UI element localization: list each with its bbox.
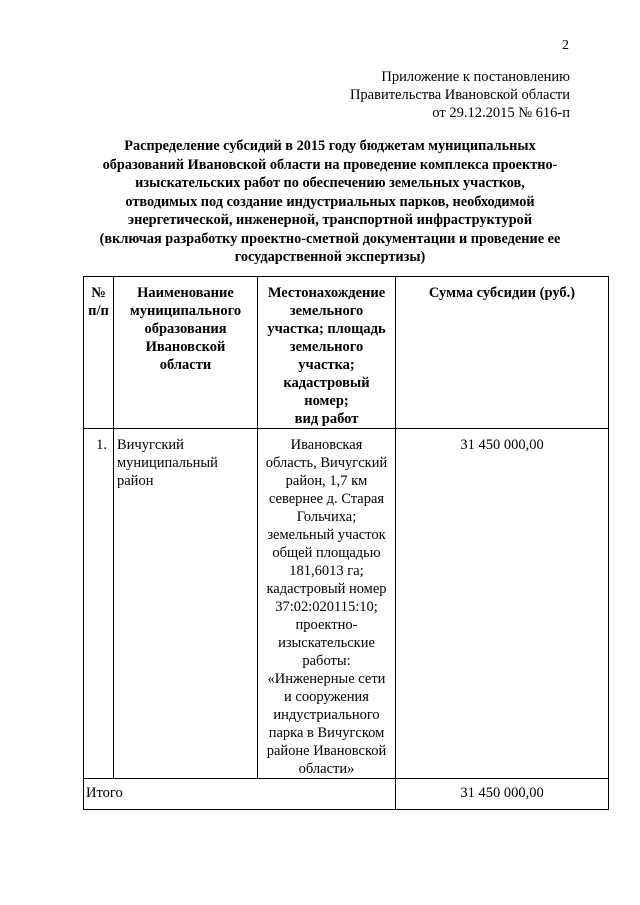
appendix-reference <box>350 68 570 122</box>
row-location: Ивановская область, Вичугский район, 1,7 км севернее д. Старая Гольчиха; земельный участок общей площадью 181,6013 га; кадастровый номер 37:02:020115:10; проектно- изыскательские работы: «Инженерные сети и сооружения индустриального парка в Вичугском районе Ивановской области» <box>258 429 396 779</box>
title-line: энергетической, инженерной, транспортной инфраструктурой <box>127 212 533 228</box>
header-subsidy-sum: Сумма субсидии (руб.) <box>396 277 609 429</box>
table-row <box>84 429 609 779</box>
header-number: № п/п <box>84 277 114 429</box>
header-location: Местонахождение земельного участка; площадь земельного участка; кадастровый номер; вид работ <box>258 277 396 429</box>
total-label: Итого <box>84 779 396 810</box>
page-number: 2 <box>562 38 569 53</box>
title-line: образований Ивановской области на проведение комплекса проектно- <box>102 156 558 173</box>
row-subsidy-sum: 31 450 000,00 <box>396 429 609 779</box>
title-line: Распределение субсидий в 2015 году бюджетам муниципальных <box>124 138 536 154</box>
row-municipality-name: Вичугский муниципальный район <box>114 429 258 779</box>
appendix-line: Приложение к постановлению <box>381 69 570 85</box>
total-sum: 31 450 000,00 <box>396 779 609 810</box>
title-line: отводимых под создание индустриальных парков, необходимой <box>125 193 535 210</box>
table-header-row <box>84 277 609 429</box>
title-line: государственной экспертизы) <box>234 249 426 265</box>
appendix-line: от 29.12.2015 № 616-п <box>432 105 570 121</box>
row-number: 1. <box>84 429 114 779</box>
header-municipality-name: Наименование муниципального образования Ивановской области <box>114 277 258 429</box>
title-line: изыскательских работ по обеспечению земельных участков, <box>135 175 525 191</box>
table-total-row <box>84 779 609 810</box>
subsidy-table <box>83 276 609 810</box>
appendix-line: Правительства Ивановской области <box>349 87 570 103</box>
document-title <box>80 137 580 267</box>
title-line: (включая разработку проектно-сметной документации и проведение ее <box>99 230 561 247</box>
